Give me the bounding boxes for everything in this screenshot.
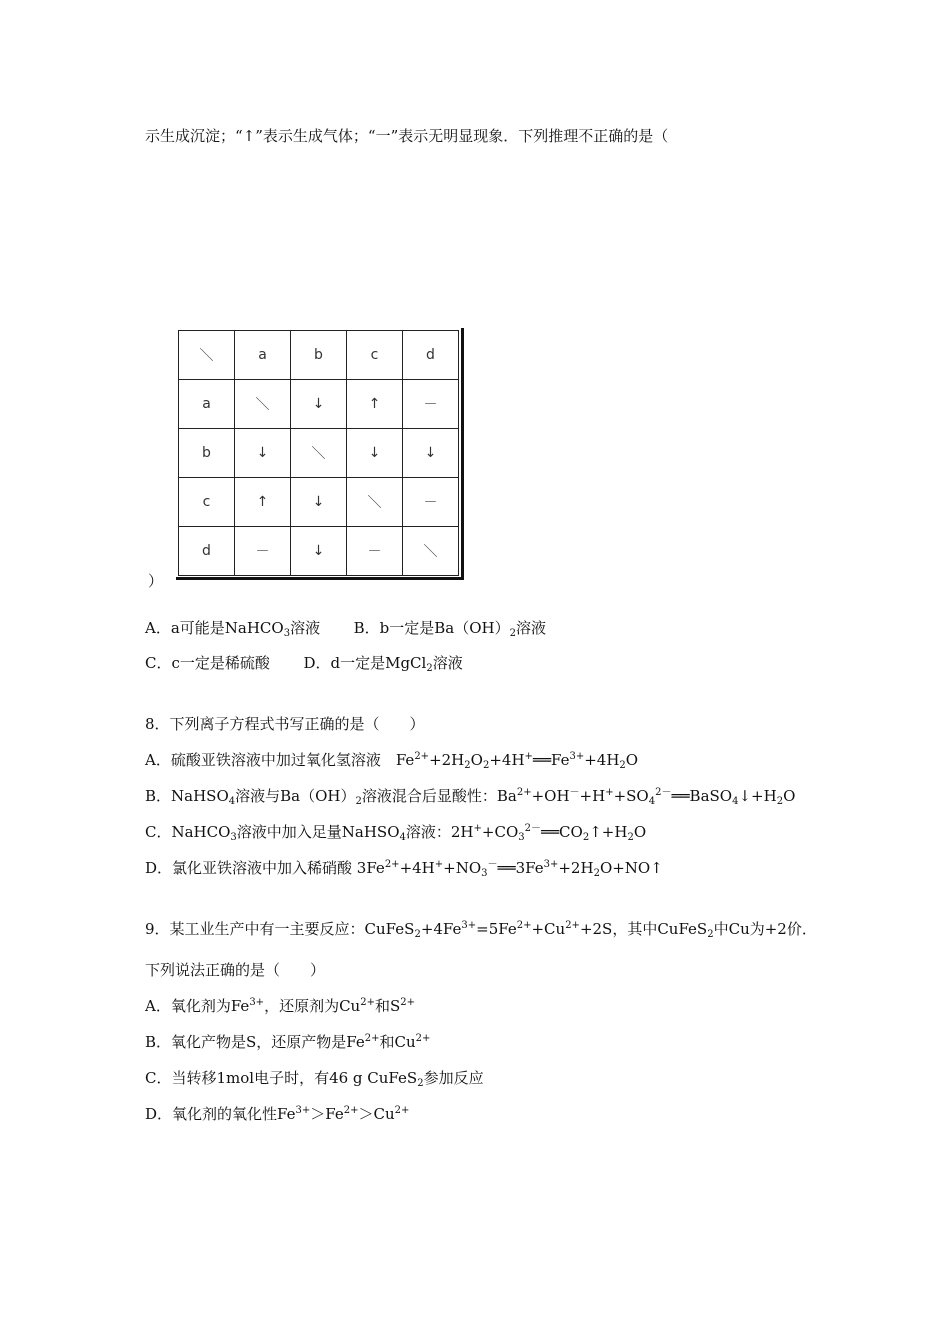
table-cell: ↓ bbox=[235, 429, 291, 478]
q8-option-a: A．硫酸亚铁溶液中加过氧化氢溶液 $Fe^{2+}+2H_2O_2+4H^+══Fe^{3+}+4H_2O$ bbox=[145, 751, 639, 771]
table-cell: ↓ bbox=[347, 429, 403, 478]
close-paren: ） bbox=[148, 572, 164, 590]
table-cell: ＼ bbox=[291, 429, 347, 478]
table-cell: b bbox=[291, 331, 347, 380]
q9-option-a: A．氧化剂为$Fe^{3+}$，还原剂为$Cu^{2+}$和$S^{2+}$ bbox=[145, 997, 415, 1015]
q8-option-c: C．NaHCO$_3$溶液中加入足量NaHSO$_4$溶液：$2H^++CO_3^{2-}══CO_2↑+H_2O$ bbox=[145, 823, 647, 843]
q7-options-ab bbox=[145, 618, 546, 638]
table-cell: c bbox=[347, 331, 403, 380]
q9-stem-line2: 下列说法正确的是（ ） bbox=[145, 961, 326, 979]
table-cell: － bbox=[403, 380, 459, 429]
table-cell: d bbox=[403, 331, 459, 380]
q7-option-c: C．c一定是稀硫酸 bbox=[145, 654, 270, 672]
table-cell: ＼ bbox=[235, 380, 291, 429]
q9-option-d: D．氧化剂的氧化性$Fe^{3+}>Fe^{2+}>Cu^{2+}$ bbox=[145, 1105, 410, 1123]
table-cell: ＼ bbox=[403, 527, 459, 576]
q8-option-d: D．氯化亚铁溶液中加入稀硝酸 $3Fe^{2+}+4H^++NO_3^-══3Fe^{3+}+2H_2O+NO↑$ bbox=[145, 859, 663, 879]
table-cell: ＼ bbox=[179, 331, 235, 380]
reaction-table bbox=[178, 330, 459, 576]
table-cell: b bbox=[179, 429, 235, 478]
q9-stem-line1: 9．某工业生产中有一主要反应：$CuFeS_2+4Fe^{3+}=5Fe^{2+}+Cu^{2+}+2S$，其中CuFeS$_2$中Cu为+2价． bbox=[145, 920, 817, 940]
table-cell: ↓ bbox=[291, 527, 347, 576]
table-cell: a bbox=[235, 331, 291, 380]
table-cell: ＼ bbox=[347, 478, 403, 527]
q9-option-b: B．氧化产物是S，还原产物是$Fe^{2+}$和$Cu^{2+}$ bbox=[145, 1033, 431, 1051]
table-row bbox=[179, 429, 459, 478]
table-row bbox=[179, 380, 459, 429]
table-cell: － bbox=[235, 527, 291, 576]
table-cell: ↑ bbox=[347, 380, 403, 429]
table-cell: ↓ bbox=[403, 429, 459, 478]
q7-option-d: D．d一定是MgCl$_2$溶液 bbox=[303, 654, 463, 674]
table-cell: － bbox=[347, 527, 403, 576]
table-cell: ↓ bbox=[291, 380, 347, 429]
q9-option-c: C．当转移1mol电子时，有46 g CuFeS$_2$参加反应 bbox=[145, 1069, 484, 1089]
q7-options-cd bbox=[145, 653, 463, 673]
table-cell: ↑ bbox=[235, 478, 291, 527]
table-cell: － bbox=[403, 478, 459, 527]
table-row bbox=[179, 478, 459, 527]
q8-stem: 8．下列离子方程式书写正确的是（ ） bbox=[145, 715, 425, 733]
q7-option-a: A．a可能是NaHCO$_3$溶液 bbox=[145, 619, 321, 639]
table-row bbox=[179, 331, 459, 380]
question-7-stem-tail: 示生成沉淀；“↑”表示生成气体；“一”表示无明显现象．下列推理不正确的是（ bbox=[145, 127, 669, 145]
table-cell: ↓ bbox=[291, 478, 347, 527]
q7-option-b: B．b一定是$Ba(OH)_2$溶液 bbox=[353, 619, 547, 639]
table-cell: c bbox=[179, 478, 235, 527]
table-cell: d bbox=[179, 527, 235, 576]
table-row bbox=[179, 527, 459, 576]
q8-option-b: B．NaHSO$_4$溶液与$Ba(OH)_2$溶液混合后显酸性：$Ba^{2+}+OH^-+H^++SO_4^{2-}══BaSO_4↓+H_2O$ bbox=[145, 787, 796, 807]
table-cell: a bbox=[179, 380, 235, 429]
